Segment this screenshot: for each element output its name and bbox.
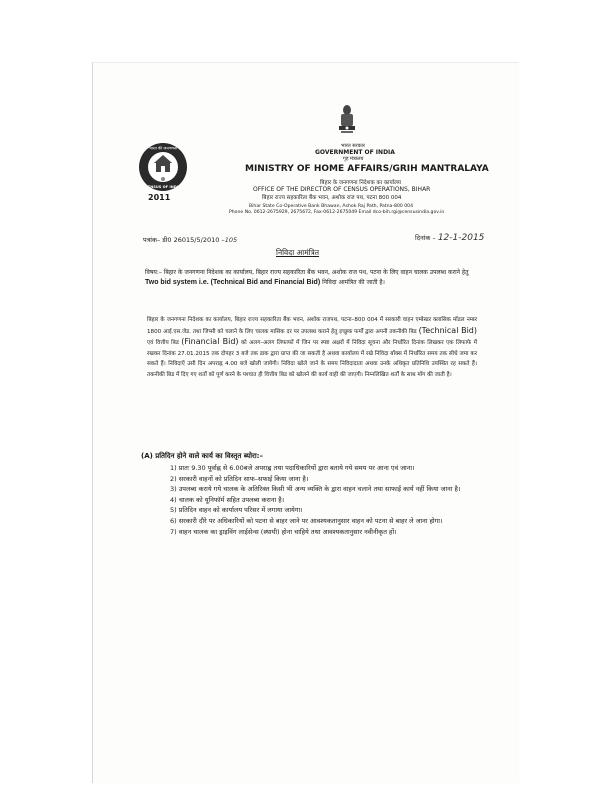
contact-line: Phone No. 0612-2675929, 2675672, Fax-0612-2675049 Email dco-bih.rgi@censusindia.gov.in [229,210,445,215]
bid-system-bold: Two bid system i.e. (Technical Bid and Financial Bid) [145,278,321,286]
hindi-government: भारत सरकार [341,143,365,149]
svg-text:CENSUS OF INDIA: CENSUS OF INDIA [145,185,181,189]
office-name: OFFICE OF THE DIRECTOR OF CENSUS OPERATIONS, BIHAR [253,186,431,193]
list-item: 6) सरकारी दौरे पर अधिकारियों को पटना से बाहर जाने पर आवश्यकतानुसार वाहन को पटना से बाहर ले जाना होगा। [170,516,443,525]
section-heading: (A) प्रतिदिन होने वाले कार्य का विस्तृत ब्योरा:– [141,452,263,460]
technical-bid: (Technical Bid) [418,325,477,335]
date-label: दिनांक – [415,234,436,242]
seal-text: भारत की जनगणना [148,145,178,151]
reference-handwritten: 105 [224,236,238,244]
reference-label: पत्रांक– डी0 26015/5/2010 – [143,236,225,244]
office-hindi: बिहार के जनगणना निदेशक का कार्यालय [320,180,402,186]
subject-line: विषय:– बिहार के जनगणना निदेशक का कार्यालय, बिहार राज्य सहकारिता बैंक भवन, अशोक राज पथ, पटना के लिए वाहन चालक उपलब्ध कराने हेतु Two bid system i.e. (Technical Bid and Financial Bid) निविदा आमंत्रित की जाती है। [145,269,469,286]
list-item: 5) प्रतिदिन वाहन को कार्यालय परिसर में लगाया जायेगा। [170,506,303,515]
notice-heading: निविदा आमंत्रित [276,248,320,257]
list-item: 1) प्रातः 9.30 पूर्वाह्न से 6.00बजे अपराह्न तथा पदाधिकारियों द्वारा बताये गये समय पर आना एवं जाना। [170,464,415,472]
address-hindi: बिहार राज्य सहकारिता बैंक भवन, अशोक राज पथ, पटना 800 004 [262,195,402,201]
date-handwritten: 12-1-2015 [437,233,485,243]
census-seal [138,142,188,192]
date-line [415,233,484,243]
list-item: 2) सरकारी वाहनों को प्रतिदिन साफ–सफाई किया जाना है। [170,474,309,483]
reference-number [143,235,237,244]
list-item: 3) उपलब्ध कराये गये चालक के अतिरिक्त किसी भी अन्य व्यक्ति के द्वारा वाहन चलाने तथा साफाई कार्य नहीं किया जाना है। [170,485,461,494]
address-english: Bihar State Co-Operative Bank Bhawan, Ashok Raj Path, Patna-800 004 [249,204,414,209]
hindi-ministry: गृह मंत्रालय [343,156,364,162]
ministry-title: MINISTRY OF HOME AFFAIRS/GRIH MANTRALAYA [245,164,489,174]
seal-year: 2011 [148,193,171,202]
list-item: 7) वाहन चालक का ड्राइविंग लाईसेन्स (स्थायी) होना चाहिये तथा आवश्यकतानुसार नवीनीकृत हों। [170,527,397,536]
government-of-india: GOVERNMENT OF INDIA [315,149,395,156]
body-paragraph: बिहार के जनगणना निदेशक का कार्यालय, बिहार राज्य सहकारिता बैंक भवन, अशोक राजपथ, पटना–800 004 में सरकारी वाहन एम्बेस्डर क्लासिक मॉडल नम्बर 1800 आई.एस.जेड. तथा जिप्सी को चलाने के लिए चालक मासिक दर पर उपलब्ध कराने हेतु इच्छुक फर्मों द्वारा अपनी तकनीकी बिड (Technical Bid) एवं वित्तीय बिड (Financial Bid) को अलग–अलग लिफाफों में जिन पर स्पष्ट अक्षरों में निविदा सूचना और निर्धारित दिनांक लिखकर एक लिफाफे में रखकर दिनांक 27.01.2015 तक दोपहर 3 बजे तक डाक द्वारा प्राप्त की जा सकती है अथवा कार्यालय में रखे निविदा बॉक्स में निर्धारित समय तक सीधे जमा कर सकते हैं। निविदाएँ उसी दिन अपराह्न 4.00 बजे खोली जायेगी। निविदा खोले जाने के समय निविदादाता अथवा उनके अधिकृत प्रतिनिधि उपस्थित रह सकते हैं। तकनीकी बिड में दिए गए शर्तो को पूर्ण करने के पश्चात ही वित्तीय बिड को खोलने की कार्य वाही की जाएगी। निम्नलिखित शर्तों के साथ माँग की जाती है। [147,317,478,378]
national-emblem [335,104,359,138]
duty-list [170,463,480,537]
list-item: 4) चालक को यूनिफॉर्म सहित उपलब्ध कराना है। [170,495,285,504]
financial-bid: (Financial Bid) [181,337,239,346]
